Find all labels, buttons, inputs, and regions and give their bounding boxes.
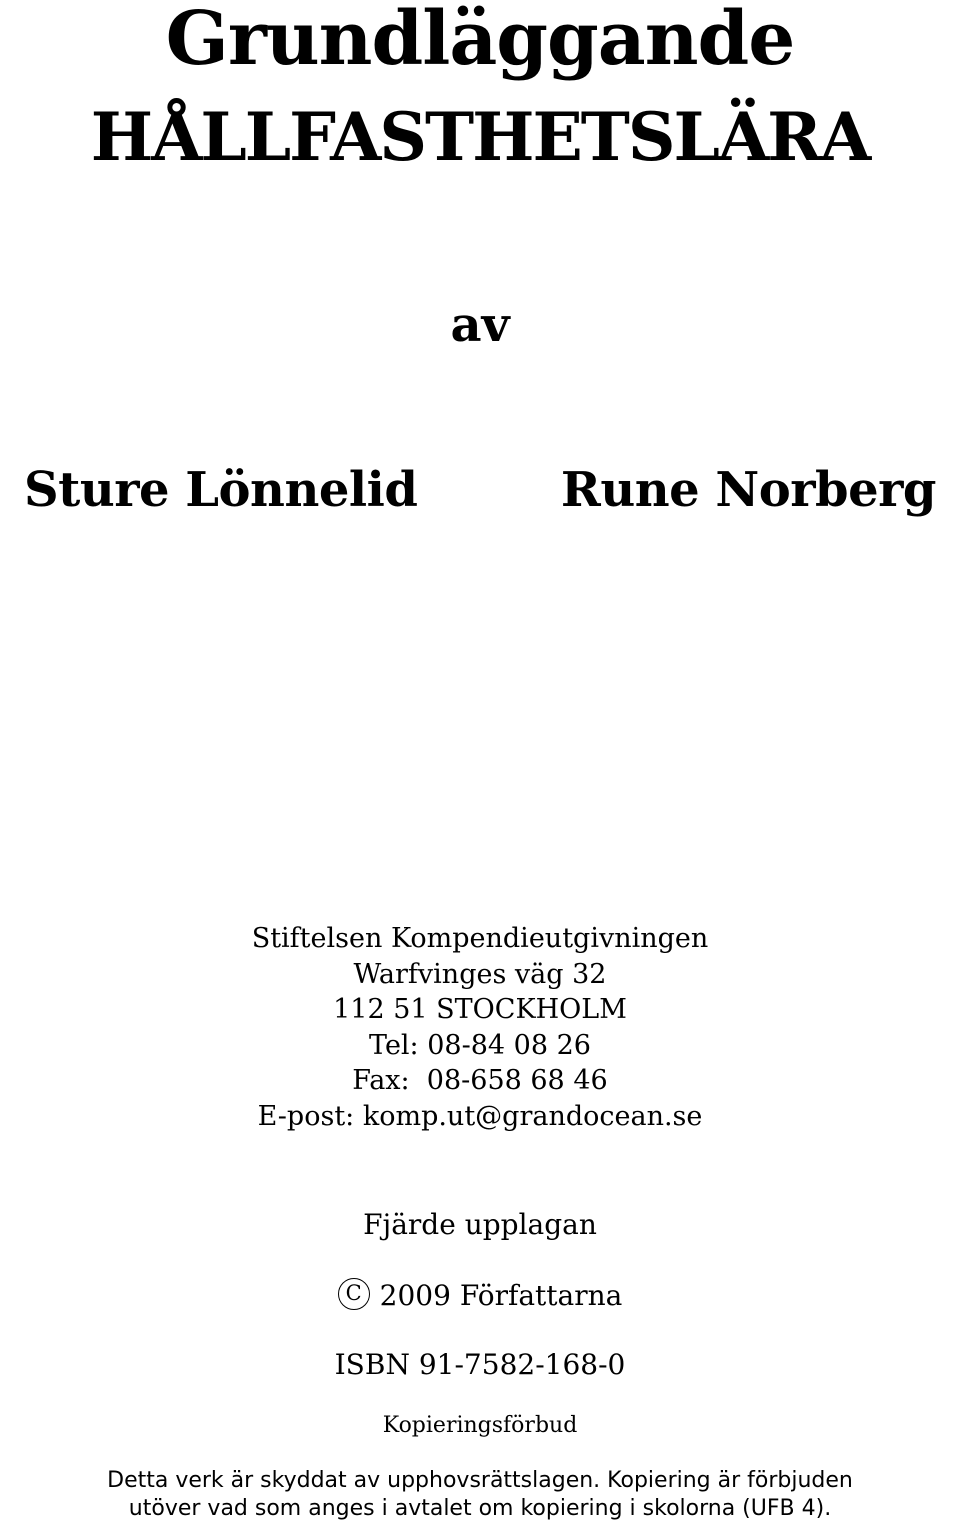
publisher-email: E-post: komp.ut@grandocean.se xyxy=(257,1100,703,1132)
copy-notice-line-2: utöver vad som anges i avtalet om kopiering i skolorna (UFB 4). xyxy=(128,1496,832,1521)
copyright-line xyxy=(0,1275,960,1317)
isbn: ISBN 91-7582-168-0 xyxy=(334,1348,626,1381)
publisher-postal: 112 51 STOCKHOLM xyxy=(333,994,627,1025)
by-label: av xyxy=(450,297,510,353)
publisher-street: Warfvinges väg 32 xyxy=(353,958,607,990)
author-2: Rune Norberg xyxy=(560,462,936,518)
publisher-fax: Fax: 08-658 68 46 xyxy=(352,1065,608,1096)
publisher-phone: Tel: 08-84 08 26 xyxy=(369,1029,591,1061)
book-title-line-2: HÅLLFASTHETSLÄRA xyxy=(90,98,870,176)
copyright-symbol: C xyxy=(345,1281,362,1305)
copyright-text: 2009 Författarna xyxy=(379,1279,623,1312)
publisher-name: Stiftelsen Kompendieutgivningen xyxy=(251,923,709,954)
author-1: Sture Lönnelid xyxy=(24,462,418,518)
book-title-line-1: Grundläggande xyxy=(165,0,795,82)
copy-notice-text xyxy=(0,1467,960,1523)
copy-notice-heading: Kopieringsförbud xyxy=(382,1413,578,1438)
copy-notice-line-1: Detta verk är skyddat av upphovsrättslagen. Kopiering är förbjuden xyxy=(107,1468,853,1493)
edition-label: Fjärde upplagan xyxy=(363,1208,597,1241)
publisher-block xyxy=(0,921,960,1134)
copyright-icon xyxy=(338,1278,370,1310)
